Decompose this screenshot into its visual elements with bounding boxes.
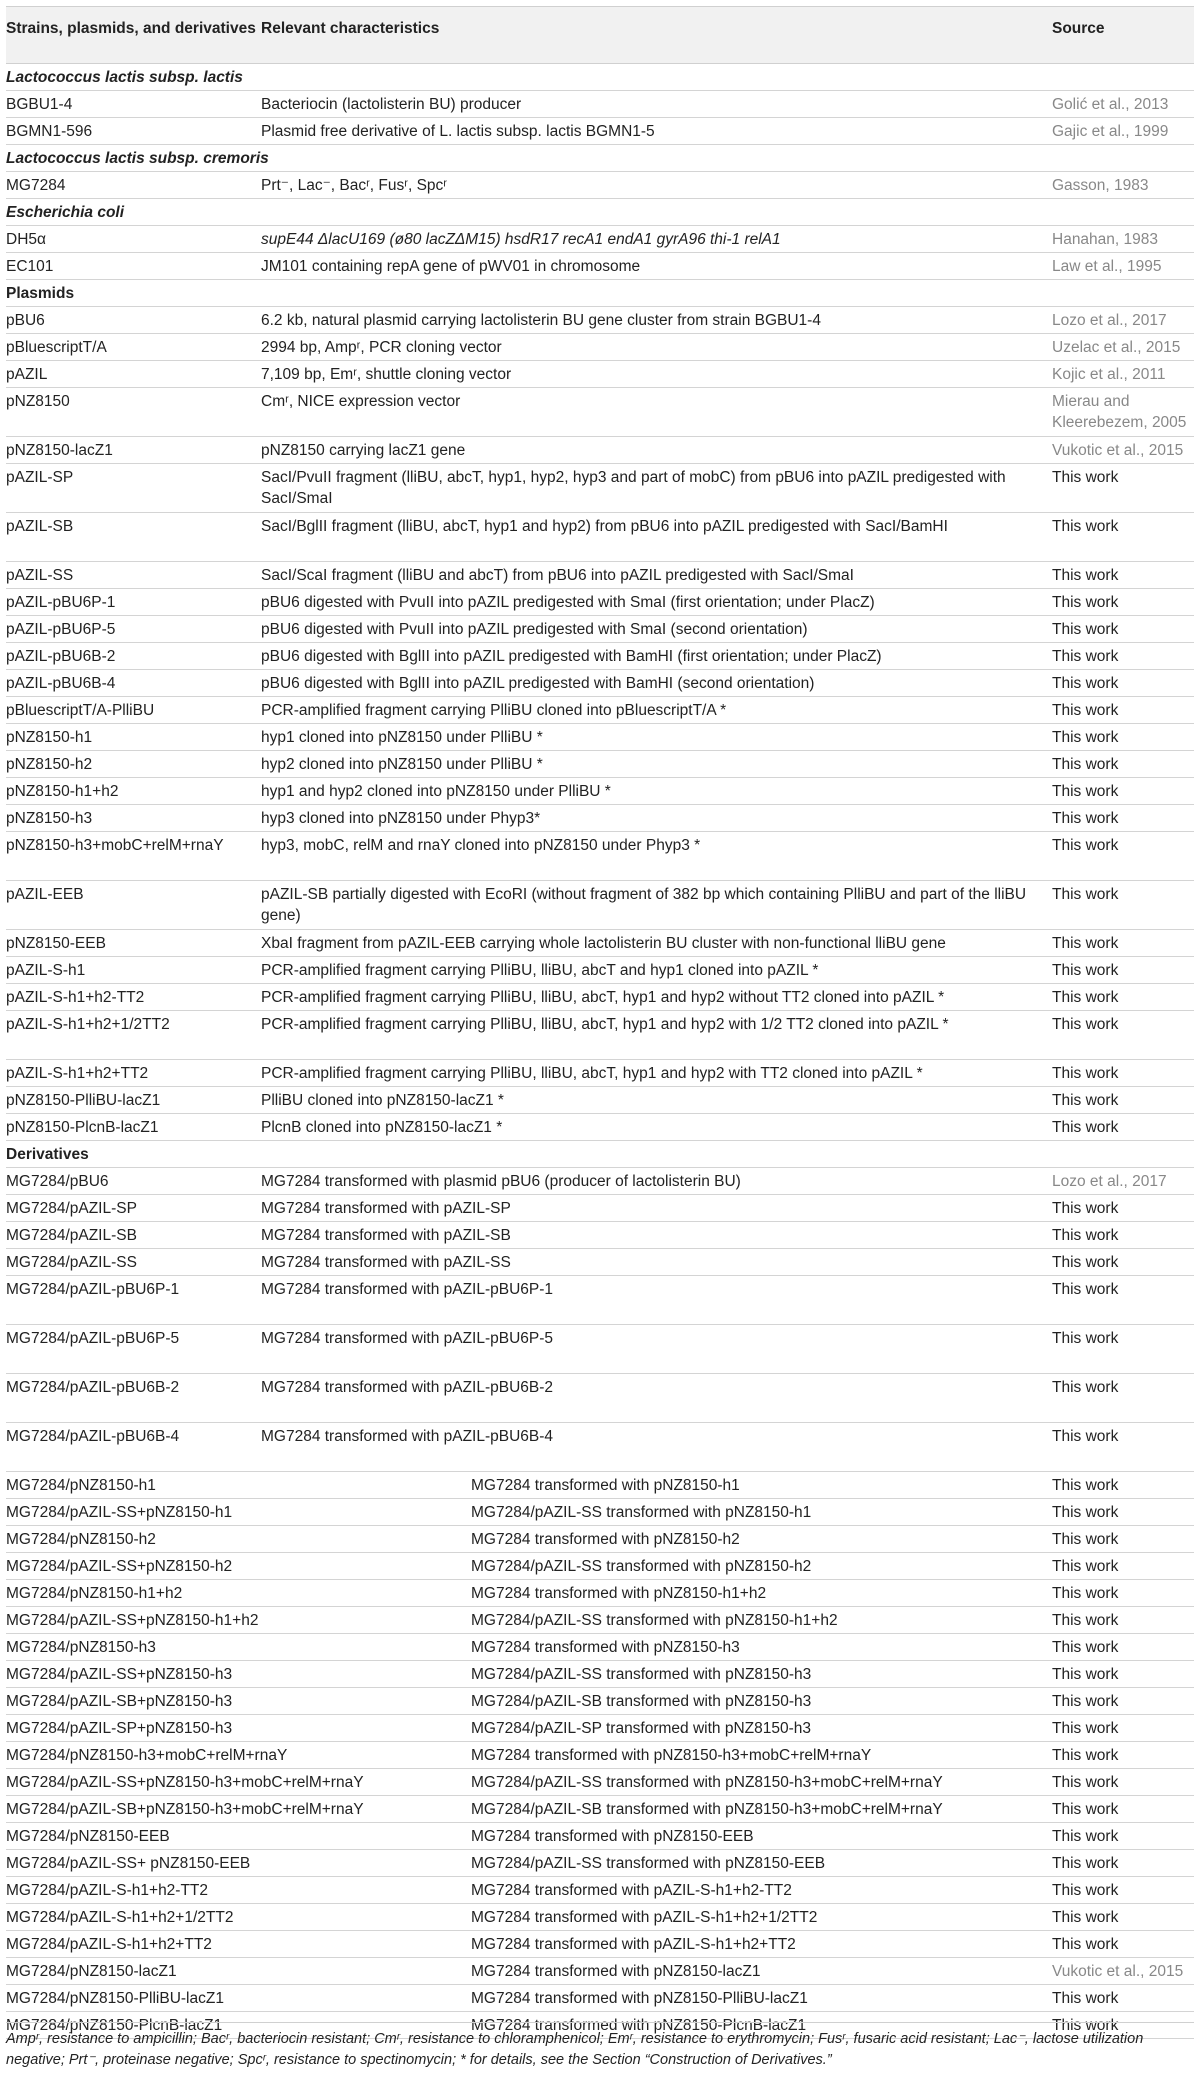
strain-name: pNZ8150-PlliBU-lacZ1 bbox=[6, 1092, 161, 1109]
table-row bbox=[6, 984, 1194, 1011]
table-row bbox=[6, 1985, 1194, 2012]
source: This work bbox=[1052, 1558, 1119, 1575]
characteristics: SacI/BglII fragment (lliBU, abcT, hyp1 and hyp2) from pBU6 into pAZIL predigested with SacI/BamHI bbox=[261, 518, 948, 535]
strain-name: pNZ8150-h2 bbox=[6, 756, 93, 773]
characteristics: hyp3, mobC, relM and rnaY cloned into pNZ8150 under Phyp3 * bbox=[261, 837, 701, 854]
table-row bbox=[6, 957, 1194, 984]
table-row bbox=[6, 1958, 1194, 1985]
table-row bbox=[6, 1249, 1194, 1276]
strain-name: pAZIL-SS bbox=[6, 567, 74, 584]
source: This work bbox=[1052, 594, 1119, 611]
characteristics: MG7284 transformed with pNZ8150-h3 bbox=[471, 1639, 740, 1656]
characteristics: Prt⁻, Lac⁻, Bacʳ, Fusʳ, Spcʳ bbox=[261, 177, 448, 194]
source: This work bbox=[1052, 1666, 1119, 1683]
source: This work bbox=[1052, 1693, 1119, 1710]
strain-name: MG7284/pNZ8150-h3+mobC+relM+rnaY bbox=[6, 1747, 288, 1764]
characteristics: pBU6 digested with PvuII into pAZIL predigested with SmaI (first orientation; under PlacZ) bbox=[261, 594, 875, 611]
characteristics: Cmʳ, NICE expression vector bbox=[261, 393, 461, 410]
table-row bbox=[6, 1661, 1194, 1688]
source: Gasson, 1983 bbox=[1052, 177, 1149, 194]
table-row bbox=[6, 361, 1194, 388]
characteristics: MG7284/pAZIL-SB transformed with pNZ8150-h3 bbox=[471, 1693, 812, 1710]
strain-name: pNZ8150-h3+mobC+relM+rnaY bbox=[6, 837, 224, 854]
source: This work bbox=[1052, 675, 1119, 692]
table-row bbox=[6, 1011, 1194, 1060]
source: Mierau and Kleerebezem, 2005 bbox=[1052, 393, 1187, 431]
table-row bbox=[6, 388, 1194, 437]
table-row bbox=[6, 464, 1194, 513]
table-row bbox=[6, 1904, 1194, 1931]
characteristics: pNZ8150 carrying lacZ1 gene bbox=[261, 442, 466, 459]
table-row bbox=[6, 226, 1194, 253]
strain-name: MG7284/pAZIL-S-h1+h2-TT2 bbox=[6, 1882, 209, 1899]
source: This work bbox=[1052, 837, 1119, 854]
table-row bbox=[6, 1423, 1194, 1472]
table-row bbox=[6, 832, 1194, 881]
characteristics: MG7284 transformed with pAZIL-pBU6P-5 bbox=[261, 1330, 554, 1347]
source: This work bbox=[1052, 810, 1119, 827]
strain-name: DH5α bbox=[6, 231, 46, 248]
table-row bbox=[6, 1931, 1194, 1958]
source: Vukotic et al., 2015 bbox=[1052, 442, 1184, 459]
table-row bbox=[6, 643, 1194, 670]
strain-name: pAZIL-pBU6B-4 bbox=[6, 675, 116, 692]
strain-name: pNZ8150-PlcnB-lacZ1 bbox=[6, 1119, 159, 1136]
characteristics: MG7284 transformed with pAZIL-SS bbox=[261, 1254, 511, 1271]
section-row bbox=[6, 280, 1194, 307]
source: This work bbox=[1052, 1909, 1119, 1926]
strain-name: pNZ8150 bbox=[6, 393, 70, 410]
source: This work bbox=[1052, 729, 1119, 746]
table-row bbox=[6, 91, 1194, 118]
table-row bbox=[6, 724, 1194, 751]
table-footnote: Ampʳ, resistance to ampicillin; Bacʳ, bacteriocin resistant; Cmʳ, resistance to chloramphenicol; Emʳ, resistance to erythromycin; Fusʳ, fusaric acid resistant; Lac⁻, lactose utilization negative; Prt⁻, proteinase negative; Spcʳ, resistance to spectinomycin; * for details, see the Section “Construction of Derivatives.” bbox=[6, 2022, 1194, 2071]
table-header bbox=[6, 6, 1194, 64]
table-row bbox=[6, 1715, 1194, 1742]
source: This work bbox=[1052, 1531, 1119, 1548]
characteristics: MG7284/pAZIL-SS transformed with pNZ8150-EEB bbox=[471, 1855, 826, 1872]
characteristics: MG7284 transformed with pAZIL-S-h1+h2+TT2 bbox=[471, 1936, 796, 1953]
table-row bbox=[6, 805, 1194, 832]
strain-name: pAZIL-S-h1+h2+TT2 bbox=[6, 1065, 149, 1082]
characteristics: 2994 bp, Ampʳ, PCR cloning vector bbox=[261, 339, 502, 356]
table-row bbox=[6, 930, 1194, 957]
strain-name: pNZ8150-h1 bbox=[6, 729, 93, 746]
source: Gajic et al., 1999 bbox=[1052, 123, 1169, 140]
source: This work bbox=[1052, 621, 1119, 638]
strain-name: pNZ8150-h3 bbox=[6, 810, 93, 827]
strain-name: MG7284/pAZIL-SB+pNZ8150-h3 bbox=[6, 1693, 233, 1710]
source: This work bbox=[1052, 1720, 1119, 1737]
section-row bbox=[6, 64, 1194, 91]
source: This work bbox=[1052, 1477, 1119, 1494]
characteristics: MG7284/pAZIL-SS transformed with pNZ8150-h1+h2 bbox=[471, 1612, 838, 1629]
table-row bbox=[6, 1634, 1194, 1661]
characteristics: Bacteriocin (lactolisterin BU) producer bbox=[261, 96, 522, 113]
strain-name: pAZIL-S-h1+h2+1/2TT2 bbox=[6, 1016, 170, 1033]
source: Kojic et al., 2011 bbox=[1052, 366, 1166, 383]
strain-name: MG7284/pAZIL-SB bbox=[6, 1227, 137, 1244]
source: This work bbox=[1052, 1882, 1119, 1899]
source: This work bbox=[1052, 1855, 1119, 1872]
characteristics: pAZIL-SB partially digested with EcoRI (without fragment of 382 bp which containing PlliBU and part of the lliBU gene) bbox=[261, 886, 1027, 924]
strain-name: MG7284/pBU6 bbox=[6, 1173, 109, 1190]
characteristics: MG7284 transformed with pNZ8150-h1+h2 bbox=[471, 1585, 767, 1602]
table-body bbox=[6, 64, 1194, 2039]
table-row bbox=[6, 307, 1194, 334]
characteristics: MG7284 transformed with pNZ8150-h1 bbox=[471, 1477, 740, 1494]
strain-name: MG7284/pAZIL-SS bbox=[6, 1254, 137, 1271]
section-label: Lactococcus lactis subsp. cremoris bbox=[6, 150, 269, 167]
strain-name: pAZIL-SP bbox=[6, 469, 74, 486]
strain-name: MG7284/pAZIL-pBU6B-2 bbox=[6, 1379, 180, 1396]
characteristics: MG7284/pAZIL-SP transformed with pNZ8150-h3 bbox=[471, 1720, 812, 1737]
table-row bbox=[6, 437, 1194, 464]
strain-name: MG7284 bbox=[6, 177, 66, 194]
characteristics: MG7284 transformed with pAZIL-SP bbox=[261, 1200, 511, 1217]
source: This work bbox=[1052, 518, 1119, 535]
source: Hanahan, 1983 bbox=[1052, 231, 1159, 248]
characteristics: PCR-amplified fragment carrying PlliBU, lliBU, abcT, hyp1 and hyp2 without TT2 cloned into pAZIL * bbox=[261, 989, 945, 1006]
source: Uzelac et al., 2015 bbox=[1052, 339, 1181, 356]
strain-name: BGMN1-596 bbox=[6, 123, 93, 140]
section-row bbox=[6, 1141, 1194, 1168]
characteristics: hyp1 and hyp2 cloned into pNZ8150 under PlliBU * bbox=[261, 783, 611, 800]
characteristics: JM101 containing repA gene of pWV01 in chromosome bbox=[261, 258, 641, 275]
strain-name: pAZIL-pBU6P-5 bbox=[6, 621, 116, 638]
strain-name: MG7284/pAZIL-SS+pNZ8150-h2 bbox=[6, 1558, 233, 1575]
source: Law et al., 1995 bbox=[1052, 258, 1162, 275]
strain-name: MG7284/pNZ8150-PlliBU-lacZ1 bbox=[6, 1990, 224, 2007]
source: This work bbox=[1052, 1200, 1119, 1217]
strain-name: MG7284/pAZIL-SB+pNZ8150-h3+mobC+relM+rnaY bbox=[6, 1801, 364, 1818]
table-row bbox=[6, 1769, 1194, 1796]
characteristics: MG7284 transformed with pAZIL-pBU6B-4 bbox=[261, 1428, 554, 1445]
strain-name: MG7284/pAZIL-SP bbox=[6, 1200, 137, 1217]
characteristics: PCR-amplified fragment carrying PlliBU, lliBU, abcT and hyp1 cloned into pAZIL * bbox=[261, 962, 819, 979]
strain-name: pAZIL-S-h1 bbox=[6, 962, 86, 979]
characteristics: MG7284 transformed with pNZ8150-h3+mobC+relM+rnaY bbox=[471, 1747, 872, 1764]
characteristics: MG7284 transformed with pAZIL-S-h1+h2+1/2TT2 bbox=[471, 1909, 818, 1926]
source: This work bbox=[1052, 1801, 1119, 1818]
table-row bbox=[6, 1553, 1194, 1580]
table-row bbox=[6, 513, 1194, 562]
source: This work bbox=[1052, 2017, 1119, 2034]
strain-name: MG7284/pAZIL-SS+pNZ8150-h1 bbox=[6, 1504, 233, 1521]
table-row bbox=[6, 253, 1194, 280]
characteristics: MG7284/pAZIL-SS transformed with pNZ8150-h3 bbox=[471, 1666, 812, 1683]
strain-name: pBluescriptT/A-PlliBU bbox=[6, 702, 155, 719]
characteristics: pBU6 digested with BglII into pAZIL predigested with BamHI (second orientation) bbox=[261, 675, 815, 692]
characteristics: MG7284 transformed with pNZ8150-PlliBU-lacZ1 bbox=[471, 1990, 808, 2007]
source: This work bbox=[1052, 783, 1119, 800]
characteristics: MG7284/pAZIL-SS transformed with pNZ8150-h3+mobC+relM+rnaY bbox=[471, 1774, 943, 1791]
strain-name: pAZIL bbox=[6, 366, 48, 383]
table-row bbox=[6, 616, 1194, 643]
section-label: Lactococcus lactis subsp. lactis bbox=[6, 69, 243, 86]
source: This work bbox=[1052, 962, 1119, 979]
source: This work bbox=[1052, 1281, 1119, 1298]
strain-name: MG7284/pAZIL-S-h1+h2+TT2 bbox=[6, 1936, 212, 1953]
table-row bbox=[6, 334, 1194, 361]
table-row bbox=[6, 778, 1194, 805]
strain-name: MG7284/pAZIL-SS+ pNZ8150-EEB bbox=[6, 1855, 251, 1872]
table-row bbox=[6, 562, 1194, 589]
characteristics: MG7284 transformed with pNZ8150-lacZ1 bbox=[471, 1963, 761, 1980]
table-row bbox=[6, 1580, 1194, 1607]
strain-name: MG7284/pAZIL-pBU6B-4 bbox=[6, 1428, 180, 1445]
table-row bbox=[6, 697, 1194, 724]
characteristics: PCR-amplified fragment carrying PlliBU cloned into pBluescriptT/A * bbox=[261, 702, 727, 719]
table-row bbox=[6, 751, 1194, 778]
source: This work bbox=[1052, 1330, 1119, 1347]
source: This work bbox=[1052, 469, 1119, 486]
source: Vukotic et al., 2015 bbox=[1052, 1963, 1184, 1980]
source: This work bbox=[1052, 1428, 1119, 1445]
characteristics: hyp2 cloned into pNZ8150 under PlliBU * bbox=[261, 756, 543, 773]
characteristics: MG7284 transformed with pNZ8150-EEB bbox=[471, 1828, 754, 1845]
table-row bbox=[6, 1472, 1194, 1499]
characteristics: MG7284/pAZIL-SS transformed with pNZ8150-h2 bbox=[471, 1558, 812, 1575]
characteristics: PlliBU cloned into pNZ8150-lacZ1 * bbox=[261, 1092, 504, 1109]
section-label: Derivatives bbox=[6, 1146, 89, 1163]
characteristics: pBU6 digested with PvuII into pAZIL predigested with SmaI (second orientation) bbox=[261, 621, 808, 638]
table-row bbox=[6, 881, 1194, 930]
source: This work bbox=[1052, 567, 1119, 584]
characteristics: MG7284 transformed with pAZIL-pBU6B-2 bbox=[261, 1379, 554, 1396]
header-characteristics: Relevant characteristics bbox=[261, 20, 440, 37]
characteristics: XbaI fragment from pAZIL-EEB carrying whole lactolisterin BU cluster with non-functional lliBU gene bbox=[261, 935, 946, 952]
characteristics: PlcnB cloned into pNZ8150-lacZ1 * bbox=[261, 1119, 503, 1136]
characteristics: Plasmid free derivative of L. lactis subsp. lactis BGMN1-5 bbox=[261, 123, 655, 140]
characteristics: MG7284 transformed with pAZIL-pBU6P-1 bbox=[261, 1281, 554, 1298]
table-row bbox=[6, 1742, 1194, 1769]
strain-name: MG7284/pAZIL-SS+pNZ8150-h1+h2 bbox=[6, 1612, 259, 1629]
characteristics: PCR-amplified fragment carrying PlliBU, lliBU, abcT, hyp1 and hyp2 with TT2 cloned into pAZIL * bbox=[261, 1065, 923, 1082]
table-row bbox=[6, 1325, 1194, 1374]
table-row bbox=[6, 1222, 1194, 1249]
source: This work bbox=[1052, 1639, 1119, 1656]
source: This work bbox=[1052, 1254, 1119, 1271]
characteristics: supE44 ΔlacU169 (ø80 lacZΔM15) hsdR17 recA1 endA1 gyrA96 thi-1 relA1 bbox=[261, 231, 781, 248]
section-label: Plasmids bbox=[6, 285, 75, 302]
table-row bbox=[6, 1688, 1194, 1715]
characteristics: PCR-amplified fragment carrying PlliBU, lliBU, abcT, hyp1 and hyp2 with 1/2 TT2 cloned into pAZIL * bbox=[261, 1016, 949, 1033]
table-row bbox=[6, 1877, 1194, 1904]
source: This work bbox=[1052, 648, 1119, 665]
strain-name: pNZ8150-EEB bbox=[6, 935, 106, 952]
source: Lozo et al., 2017 bbox=[1052, 1173, 1167, 1190]
source: This work bbox=[1052, 1612, 1119, 1629]
source: This work bbox=[1052, 1227, 1119, 1244]
characteristics: SacI/PvuII fragment (lliBU, abcT, hyp1, hyp2, hyp3 and part of mobC) from pBU6 into pAZIL predigested with SacI/SmaI bbox=[261, 469, 1006, 507]
characteristics: MG7284 transformed with pAZIL-S-h1+h2-TT2 bbox=[471, 1882, 792, 1899]
strain-name: BGBU1-4 bbox=[6, 96, 73, 113]
source: This work bbox=[1052, 1119, 1119, 1136]
table-row bbox=[6, 589, 1194, 616]
source: This work bbox=[1052, 1379, 1119, 1396]
strain-name: MG7284/pAZIL-SS+pNZ8150-h3 bbox=[6, 1666, 233, 1683]
characteristics: pBU6 digested with BglII into pAZIL predigested with BamHI (first orientation; under PlacZ) bbox=[261, 648, 882, 665]
source: This work bbox=[1052, 756, 1119, 773]
source: This work bbox=[1052, 1990, 1119, 2007]
characteristics: SacI/ScaI fragment (lliBU and abcT) from pBU6 into pAZIL predigested with SacI/SmaI bbox=[261, 567, 854, 584]
table-row bbox=[6, 1374, 1194, 1423]
table-row bbox=[6, 1114, 1194, 1141]
characteristics: MG7284 transformed with pAZIL-SB bbox=[261, 1227, 511, 1244]
table-row bbox=[6, 172, 1194, 199]
table-row bbox=[6, 1823, 1194, 1850]
strain-name: pAZIL-pBU6P-1 bbox=[6, 594, 116, 611]
header-strains: Strains, plasmids, and derivatives bbox=[6, 20, 256, 37]
strain-name: pNZ8150-h1+h2 bbox=[6, 783, 119, 800]
header-source: Source bbox=[1052, 20, 1105, 37]
table-row bbox=[6, 1607, 1194, 1634]
source: This work bbox=[1052, 935, 1119, 952]
source: This work bbox=[1052, 1065, 1119, 1082]
characteristics: MG7284 transformed with pNZ8150-h2 bbox=[471, 1531, 740, 1548]
strain-name: pAZIL-pBU6B-2 bbox=[6, 648, 116, 665]
table-row bbox=[6, 1796, 1194, 1823]
source: This work bbox=[1052, 1774, 1119, 1791]
source: This work bbox=[1052, 1016, 1119, 1033]
section-row bbox=[6, 145, 1194, 172]
characteristics: 6.2 kb, natural plasmid carrying lactolisterin BU gene cluster from strain BGBU1-4 bbox=[261, 312, 821, 329]
source: This work bbox=[1052, 1747, 1119, 1764]
table-row bbox=[6, 1195, 1194, 1222]
strain-name: MG7284/pNZ8150-h2 bbox=[6, 1531, 156, 1548]
strain-name: EC101 bbox=[6, 258, 54, 275]
strain-name: pAZIL-EEB bbox=[6, 886, 84, 903]
characteristics: MG7284/pAZIL-SS transformed with pNZ8150-h1 bbox=[471, 1504, 812, 1521]
table-row bbox=[6, 1526, 1194, 1553]
source: This work bbox=[1052, 702, 1119, 719]
source: This work bbox=[1052, 989, 1119, 1006]
strain-name: MG7284/pNZ8150-h3 bbox=[6, 1639, 156, 1656]
strain-name: MG7284/pNZ8150-h1+h2 bbox=[6, 1585, 183, 1602]
source: This work bbox=[1052, 1936, 1119, 1953]
source: Lozo et al., 2017 bbox=[1052, 312, 1167, 329]
characteristics: hyp3 cloned into pNZ8150 under Phyp3* bbox=[261, 810, 541, 827]
table-row bbox=[6, 118, 1194, 145]
section-row bbox=[6, 199, 1194, 226]
strain-name: MG7284/pNZ8150-EEB bbox=[6, 1828, 170, 1845]
source: This work bbox=[1052, 1092, 1119, 1109]
strain-name: pAZIL-S-h1+h2-TT2 bbox=[6, 989, 145, 1006]
table-row bbox=[6, 1060, 1194, 1087]
strain-name: MG7284/pNZ8150-lacZ1 bbox=[6, 1963, 177, 1980]
strain-name: pBU6 bbox=[6, 312, 45, 329]
strain-name: MG7284/pAZIL-pBU6P-5 bbox=[6, 1330, 180, 1347]
source: This work bbox=[1052, 886, 1119, 903]
characteristics: MG7284 transformed with plasmid pBU6 (producer of lactolisterin BU) bbox=[261, 1173, 741, 1190]
characteristics: MG7284 transformed with pNZ8150-PlcnB-lacZ1 bbox=[471, 2017, 807, 2034]
strain-name: MG7284/pNZ8150-PlcnB-lacZ1 bbox=[6, 2017, 223, 2034]
table-row bbox=[6, 1087, 1194, 1114]
section-label: Escherichia coli bbox=[6, 204, 125, 221]
characteristics: MG7284/pAZIL-SB transformed with pNZ8150-h3+mobC+relM+rnaY bbox=[471, 1801, 943, 1818]
table-row bbox=[6, 1168, 1194, 1195]
characteristics: hyp1 cloned into pNZ8150 under PlliBU * bbox=[261, 729, 543, 746]
source: This work bbox=[1052, 1828, 1119, 1845]
strain-name: MG7284/pAZIL-SP+pNZ8150-h3 bbox=[6, 1720, 233, 1737]
table-row bbox=[6, 1499, 1194, 1526]
strain-name: MG7284/pAZIL-SS+pNZ8150-h3+mobC+relM+rnaY bbox=[6, 1774, 364, 1791]
source: This work bbox=[1052, 1504, 1119, 1521]
strains-table bbox=[6, 6, 1194, 2039]
table-row bbox=[6, 670, 1194, 697]
source: Golić et al., 2013 bbox=[1052, 96, 1169, 113]
source: This work bbox=[1052, 1585, 1119, 1602]
table-row bbox=[6, 1850, 1194, 1877]
strain-name: MG7284/pAZIL-S-h1+h2+1/2TT2 bbox=[6, 1909, 234, 1926]
strain-name: MG7284/pAZIL-pBU6P-1 bbox=[6, 1281, 180, 1298]
characteristics: 7,109 bp, Emʳ, shuttle cloning vector bbox=[261, 366, 512, 383]
strain-name: pAZIL-SB bbox=[6, 518, 74, 535]
strain-name: pNZ8150-lacZ1 bbox=[6, 442, 113, 459]
table-row bbox=[6, 1276, 1194, 1325]
strain-name: pBluescriptT/A bbox=[6, 339, 107, 356]
strain-name: MG7284/pNZ8150-h1 bbox=[6, 1477, 156, 1494]
